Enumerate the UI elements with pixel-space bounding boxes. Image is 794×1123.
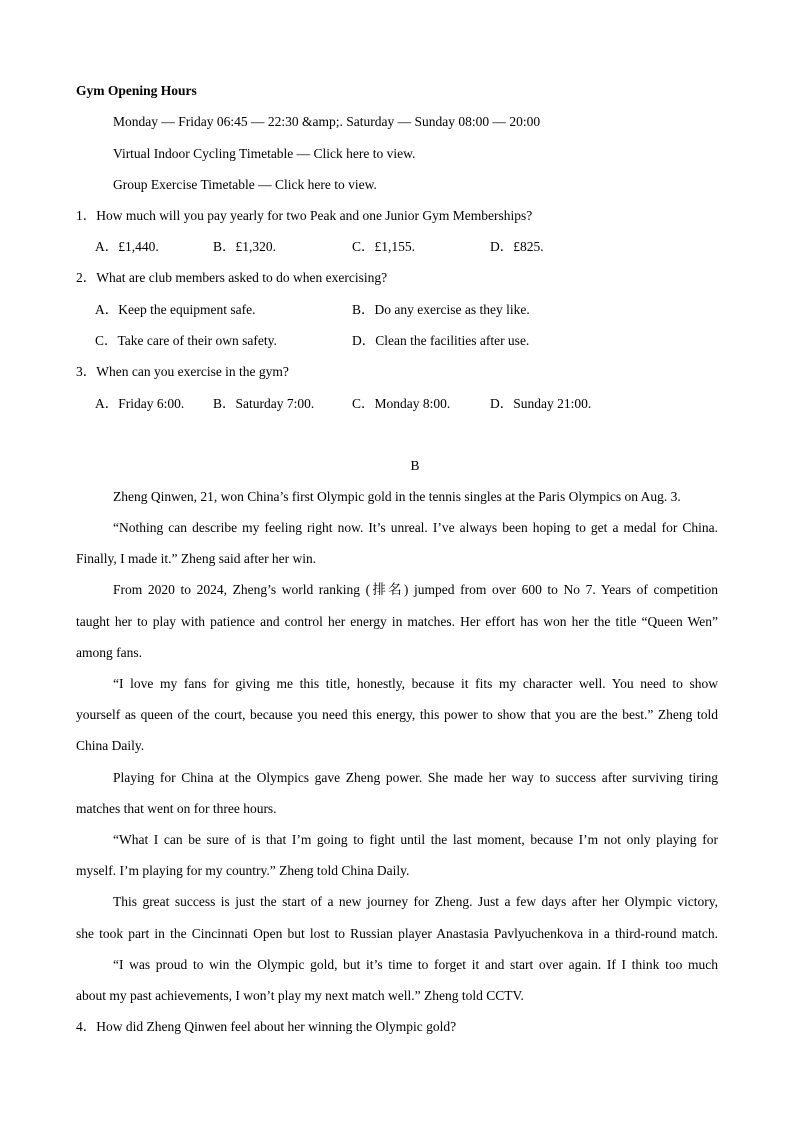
question-2-option-a: A．Keep the equipment safe. [95,302,256,317]
group-timetable-text: Group Exercise Timetable — Click here to view. [113,177,377,192]
question-1-option-c: C．£1,155. [352,239,416,254]
passage-line: Zheng Qinwen, 21, won China’s first Olympic gold in the tennis singles at the Paris Olympics on Aug. 3. [113,489,681,504]
question-2-option-b: B．Do any exercise as they like. [352,302,530,317]
question-2-stem: 2．What are club members asked to do when exercising? [76,270,388,285]
passage-line: about my past achievements, I won’t play my next match well.” Zheng told CCTV. [76,988,524,1003]
passage-line: taught her to play with patience and control her energy in matches. Her effort has won her the title “Queen Wen” [76,614,718,629]
question-1-option-d: D．£825. [490,239,544,254]
passage-line: yourself as queen of the court, because you need this energy, this power to show that you are the best.” Zheng told [76,707,718,722]
question-4-stem: 4．How did Zheng Qinwen feel about her winning the Olympic gold? [76,1019,457,1034]
passage-line: Finally, I made it.” Zheng said after her win. [76,551,317,566]
passage-line: This great success is just the start of a new journey for Zheng. Just a few days after her Olympic victory, [113,894,718,909]
question-2-option-d: D．Clean the facilities after use. [352,333,530,348]
question-3-option-d: D．Sunday 21:00. [490,396,592,411]
passage-line: myself. I’m playing for my country.” Zheng told China Daily. [76,863,410,878]
question-3-stem: 3．When can you exercise in the gym? [76,364,289,379]
section-b-heading: B [410,458,420,473]
passage-line: Playing for China at the Olympics gave Zheng power. She made her way to success after surviving tiring [113,770,718,785]
passage-line: From 2020 to 2024, Zheng’s world ranking (排名) jumped from over 600 to No 7. Years of competition [113,582,718,597]
question-2-option-c: C．Take care of their own safety. [95,333,277,348]
question-1-option-b: B．£1,320. [213,239,277,254]
passage-line: among fans. [76,645,142,660]
question-1-stem: 1．How much will you pay yearly for two Peak and one Junior Gym Memberships? [76,208,533,223]
cycling-timetable-text: Virtual Indoor Cycling Timetable — Click here to view. [113,146,416,161]
passage-line: “Nothing can describe my feeling right now. It’s unreal. I’ve always been hoping to get a medal for China. [113,520,718,535]
gym-hours: Monday — Friday 06:45 — 22:30 &amp;. Saturday — Sunday 08:00 — 20:00 [113,114,541,129]
question-3-option-a: A．Friday 6:00. [95,396,185,411]
gym-title: Gym Opening Hours [76,83,197,98]
passage-line: she took part in the Cincinnati Open but lost to Russian player Anastasia Pavlyuchenkova in a third-round match. [76,926,718,941]
passage-line: China Daily. [76,738,145,753]
passage-line: matches that went on for three hours. [76,801,277,816]
question-1-option-a: A．£1,440. [95,239,159,254]
passage-line: “What I can be sure of is that I’m going to fight until the last moment, because I’m not only playing for [113,832,718,847]
question-3-option-c: C．Monday 8:00. [352,396,451,411]
passage-line: “I love my fans for giving me this title, honestly, because it fits my character well. You need to show [113,676,718,691]
passage-line: “I was proud to win the Olympic gold, but it’s time to forget it and start over again. If I think too much [113,957,718,972]
question-3-option-b: B．Saturday 7:00. [213,396,315,411]
